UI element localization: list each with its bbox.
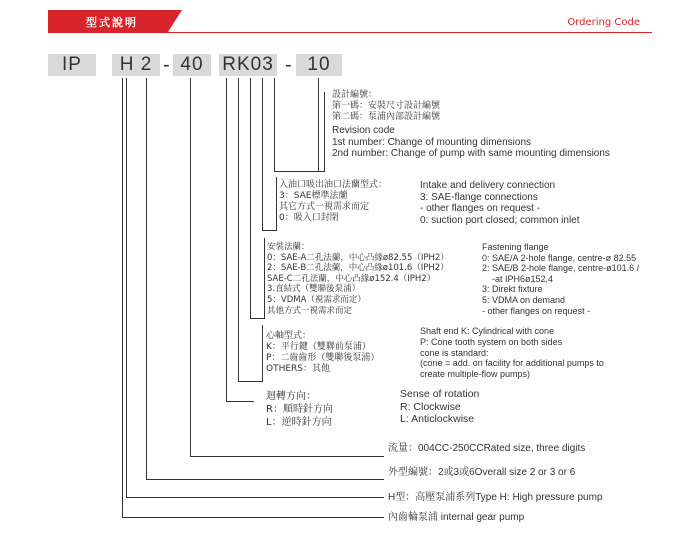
bracket-gear-horizontal: [122, 517, 384, 518]
bracket-size-vertical: [146, 78, 147, 480]
bracket-gear-vertical: [122, 78, 123, 518]
bracket-design-vertical: [318, 78, 319, 172]
rotation-cn-block: [266, 390, 333, 429]
shaft-cn-block: [266, 331, 379, 375]
flange-cn-4: 3.直結式（雙聯後泵浦）: [267, 284, 361, 295]
inlet-en-1: 3: SAE-flange connections: [420, 191, 538, 203]
flange-cn-0: 安裝法蘭：: [267, 242, 310, 252]
inlet-en-0: Intake and delivery connection: [420, 180, 556, 191]
design-cn-2: 第二碼：泵浦內部設計編號: [332, 112, 441, 122]
bracket-inlet-vertical: [262, 78, 263, 231]
bracket-rotation-horizontal: [226, 401, 254, 402]
rotation-cn-1: R：順時針方向: [266, 404, 333, 415]
code-shaft-flange: RK03: [219, 54, 277, 76]
rotation-en-block: [400, 388, 479, 426]
shaft-cn-0: 心軸型式：: [266, 331, 312, 341]
inlet-cn-0: 入油口吸出油口法蘭型式：: [279, 180, 388, 190]
inlet-cn-1: 3：SAE標準法蘭: [279, 191, 348, 201]
bracket-flange-horizontal: [250, 318, 264, 319]
header-title: 型式說明: [86, 16, 138, 29]
code-prefix-ip: IP: [48, 54, 96, 76]
bracket-shaft-riser: [262, 325, 263, 382]
design-cn-0: 設計編號：: [332, 90, 378, 100]
bracket-design-horizontal: [274, 171, 324, 172]
flow-label: 流量：004CC-250CCRated size, three digits: [388, 443, 586, 454]
code-type-size: H 2: [112, 54, 160, 76]
flange-en-5: 5: VDMA on demand: [482, 294, 566, 305]
flange-en-1: 0: SAE/A 2-hole flange, centre-ø 82.55: [482, 252, 637, 263]
size-label: 外型編號：2或3或6Overall size 2 or 3 or 6: [388, 467, 576, 478]
rotation-en-1: R: Clockwise: [400, 400, 461, 413]
flange-en-6: - other flanges on request -: [482, 305, 591, 316]
flange-cn-1: 0：SAE-A二孔法蘭，中心凸緣ø82.55（IPH2）: [267, 252, 449, 263]
design-cn-1: 第一碼：安裝尺寸設計編號: [332, 101, 441, 111]
code-dash-2: -: [285, 54, 292, 76]
inlet-cn-block: [279, 180, 387, 224]
bracket-flow-vertical: [190, 78, 191, 457]
flange-cn-2: 2：SAE-B二孔法蘭，中心凸緣ø101.6（IPH2）: [267, 263, 449, 274]
code-flow: 40: [173, 54, 211, 76]
code-dash-1: -: [163, 54, 170, 76]
bracket-htype-horizontal: [126, 497, 384, 498]
design-en-0: Revision code: [332, 125, 395, 136]
flange-en-0: Fastening flange: [482, 242, 549, 252]
shaft-en-4: create multiple-flow pumps): [420, 369, 531, 380]
rotation-cn-2: L：逆時針方向: [266, 417, 332, 428]
flange-en-3: -at IPH6ø152,4: [492, 273, 554, 284]
bracket-shaft-vertical: [238, 78, 239, 382]
code-revision: 10: [296, 54, 342, 76]
rotation-cn-0: 迴轉方向：: [266, 391, 316, 402]
bracket-shaft-horizontal: [238, 381, 262, 382]
inlet-en-2: - other flanges on request -: [420, 203, 541, 214]
shaft-en-0: Shaft end K: Cylindrical with cone: [420, 326, 555, 336]
bracket-flange-vertical: [250, 78, 251, 319]
htype-label: H型：高壓泵浦系列Type H: High pressure pump: [388, 492, 603, 503]
bracket-design-left: [274, 78, 275, 172]
bracket-flow-horizontal: [190, 456, 384, 457]
bracket-rotation-vertical: [226, 78, 227, 402]
inlet-en-block: [420, 180, 580, 226]
flange-cn-5: 5：VDMA（視需求而定）: [267, 294, 366, 305]
shaft-en-block: [420, 326, 604, 380]
shaft-en-3: (cone = add. on facility for additional pumps to: [420, 358, 604, 369]
shaft-en-1: P: Cone tooth system on both sides: [420, 336, 563, 347]
shaft-en-2: cone is standard:: [420, 347, 489, 358]
design-cn-block: [332, 90, 440, 123]
flange-cn-block: [267, 242, 449, 316]
header-bar-tip: [168, 10, 182, 32]
bracket-inlet-riser: [276, 177, 277, 231]
bracket-htype-vertical: [126, 78, 127, 498]
flange-cn-3: SAE-C二孔法蘭，中心凸緣ø152.4（IPH2）: [267, 273, 436, 284]
rotation-en-0: Sense of rotation: [400, 388, 480, 400]
rotation-en-2: L: Anticlockwise: [400, 413, 475, 425]
design-en-1: 1st number: Change of mounting dimensions: [332, 136, 532, 148]
shaft-cn-2: P：二齒齒形（雙聯後泵浦）: [266, 353, 380, 363]
header-underline: [48, 32, 652, 33]
bracket-design-riser: [324, 92, 325, 172]
flange-en-2: 2: SAE/B 2-hole flange, centre-ø101.6 /: [482, 263, 640, 274]
flange-en-4: 3: Direkt fixture: [482, 284, 543, 295]
shaft-cn-1: K：平行鍵（雙聯前泵浦）: [266, 342, 371, 352]
bracket-size-horizontal: [146, 479, 384, 480]
flange-cn-6: 其他方式一視需求而定: [267, 305, 353, 316]
gear-label: 內齒輪泵浦 internal gear pump: [388, 512, 525, 523]
bracket-flange-riser: [264, 238, 265, 319]
inlet-cn-3: 0：吸入口封閉: [279, 213, 339, 223]
design-en-block: [332, 125, 610, 160]
bracket-inlet-horizontal: [262, 230, 276, 231]
ordering-code-label: Ordering Code: [567, 17, 640, 28]
flange-en-block: [482, 242, 639, 316]
inlet-en-3: 0: suction port closed; common inlet: [420, 214, 580, 226]
design-en-2: 2nd number: Change of pump with same mounting dimensions: [332, 148, 610, 159]
shaft-cn-3: OTHERS：其他: [266, 364, 331, 374]
inlet-cn-2: 其它方式一視需求而定: [279, 202, 370, 212]
